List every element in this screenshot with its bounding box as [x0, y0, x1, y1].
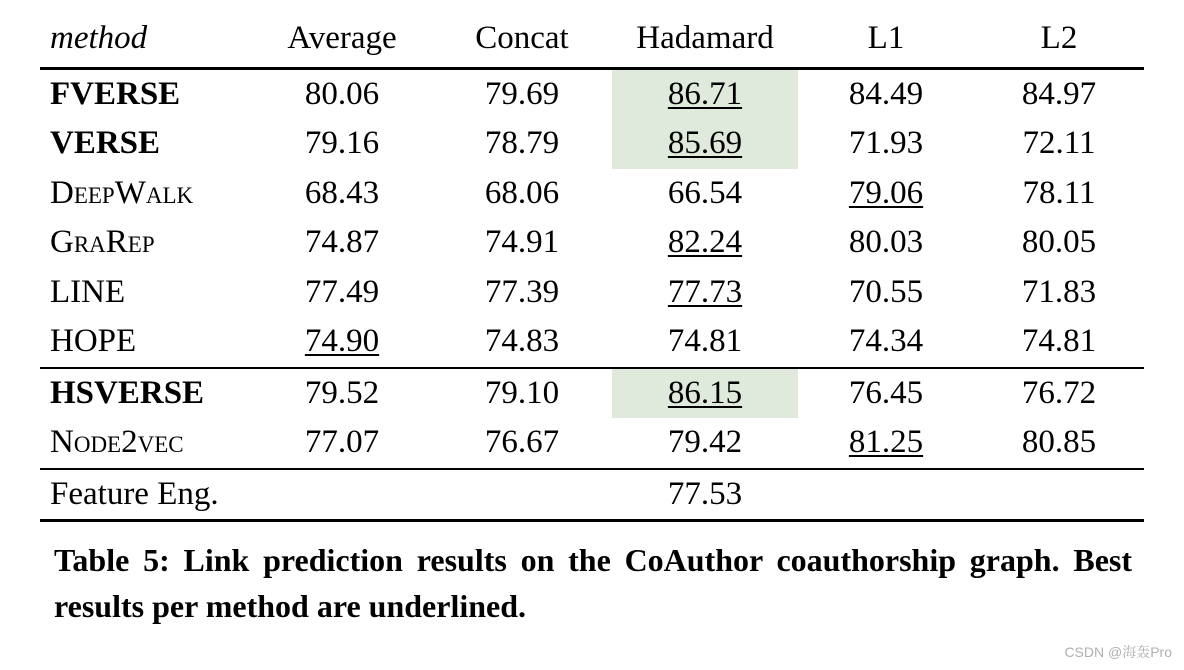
cell-verse-l2: 72.11: [1022, 125, 1096, 162]
row-method-hope: HOPE: [50, 323, 137, 360]
cell-verse-concat: 78.79: [484, 125, 560, 162]
cell-grarep-l2: 80.05: [1021, 224, 1097, 261]
table-header-row: [40, 14, 1144, 68]
cell-hope-hadamard: 74.81: [667, 323, 743, 360]
cell-fverse-l2: 84.97: [974, 68, 1144, 119]
column-header-average: Average: [287, 20, 397, 56]
cell-grarep-hadamard: 82.24: [667, 224, 743, 261]
cell-verse-average: 79.16: [304, 125, 380, 162]
table-bottom-rule: [40, 521, 1144, 523]
cell-fverse-l1: 84.49: [798, 68, 974, 119]
row-method-grarep: GraRep: [50, 224, 155, 261]
row-method-deepwalk: DeepWalk: [50, 174, 194, 211]
column-header-concat: Concat: [475, 20, 569, 56]
cell-hsverse-hadamard: 86.15: [612, 368, 798, 419]
cell-fverse-concat: 79.69: [432, 68, 612, 119]
row-method-fverse: FVERSE: [40, 68, 252, 119]
cell-fverse-average: 80.06: [252, 68, 432, 119]
cell-deepwalk-l2: 78.11: [1022, 174, 1096, 211]
cell-hsverse-concat: 79.10: [432, 368, 612, 419]
cell-line-hadamard: 77.73: [667, 273, 743, 310]
table-row: [40, 119, 1144, 169]
cell-line-l1: 70.55: [848, 273, 924, 310]
column-header-hadamard: Hadamard: [636, 20, 774, 56]
cell-verse-hadamard: 85.69: [612, 119, 798, 169]
cell-node2vec-average: 77.07: [304, 424, 380, 461]
cell-node2vec-l2: 80.85: [1021, 424, 1097, 461]
cell-node2vec-l1: 81.25: [848, 424, 924, 461]
cell-feature-l1: [798, 469, 974, 521]
cell-hsverse-average: 79.52: [252, 368, 432, 419]
cell-verse-l1: 71.93: [848, 125, 924, 162]
cell-node2vec-concat: 76.67: [484, 424, 560, 461]
cell-hsverse-l1: 76.45: [798, 368, 974, 419]
cell-deepwalk-concat: 68.06: [484, 174, 560, 211]
column-header-l1: L1: [867, 20, 905, 56]
row-method-verse: VERSE: [50, 125, 161, 162]
table-caption: [40, 538, 1144, 629]
row-method-line: LINE: [50, 273, 126, 310]
table-row: [40, 268, 1144, 318]
caption-text: Link prediction results on the CoAuthor coauthorship graph. Best results per method are underlined.: [54, 542, 1133, 624]
cell-grarep-concat: 74.91: [484, 224, 560, 261]
row-method-feature-eng: Feature Eng.: [40, 469, 252, 521]
cell-hsverse-l2: 76.72: [974, 368, 1144, 419]
cell-hope-concat: 74.83: [484, 323, 560, 360]
table-row: [40, 218, 1144, 268]
table-row: [40, 368, 1144, 419]
cell-fverse-hadamard: 86.71: [612, 68, 798, 119]
caption-label: Table 5:: [54, 542, 170, 579]
cell-hope-l1: 74.34: [848, 323, 924, 360]
table-row-feature-eng: [40, 469, 1144, 521]
column-header-method: method: [50, 20, 148, 56]
cell-line-concat: 77.39: [484, 273, 560, 310]
table-row: [40, 169, 1144, 219]
cell-line-average: 77.49: [304, 273, 380, 310]
cell-feature-average: [252, 469, 432, 521]
cell-deepwalk-hadamard: 66.54: [667, 174, 743, 211]
cell-feature-concat: [432, 469, 612, 521]
cell-node2vec-hadamard: 79.42: [667, 424, 743, 461]
table-row: [40, 68, 1144, 119]
cell-hope-l2: 74.81: [1021, 323, 1097, 360]
row-method-node2vec: Node2vec: [50, 424, 184, 461]
cell-grarep-average: 74.87: [304, 224, 380, 261]
results-table: [40, 14, 1144, 522]
table-row: [40, 418, 1144, 469]
row-method-hsverse: HSVERSE: [40, 368, 252, 419]
column-header-l2: L2: [1040, 20, 1078, 56]
watermark: CSDN @海轰Pro: [1064, 644, 1172, 660]
table-row: [40, 317, 1144, 368]
cell-deepwalk-average: 68.43: [304, 174, 380, 211]
cell-feature-hadamard: 77.53: [612, 469, 798, 521]
cell-grarep-l1: 80.03: [848, 224, 924, 261]
cell-feature-l2: [974, 469, 1144, 521]
cell-deepwalk-l1: 79.06: [848, 174, 924, 211]
cell-line-l2: 71.83: [1021, 273, 1097, 310]
cell-hope-average: 74.90: [304, 323, 380, 360]
